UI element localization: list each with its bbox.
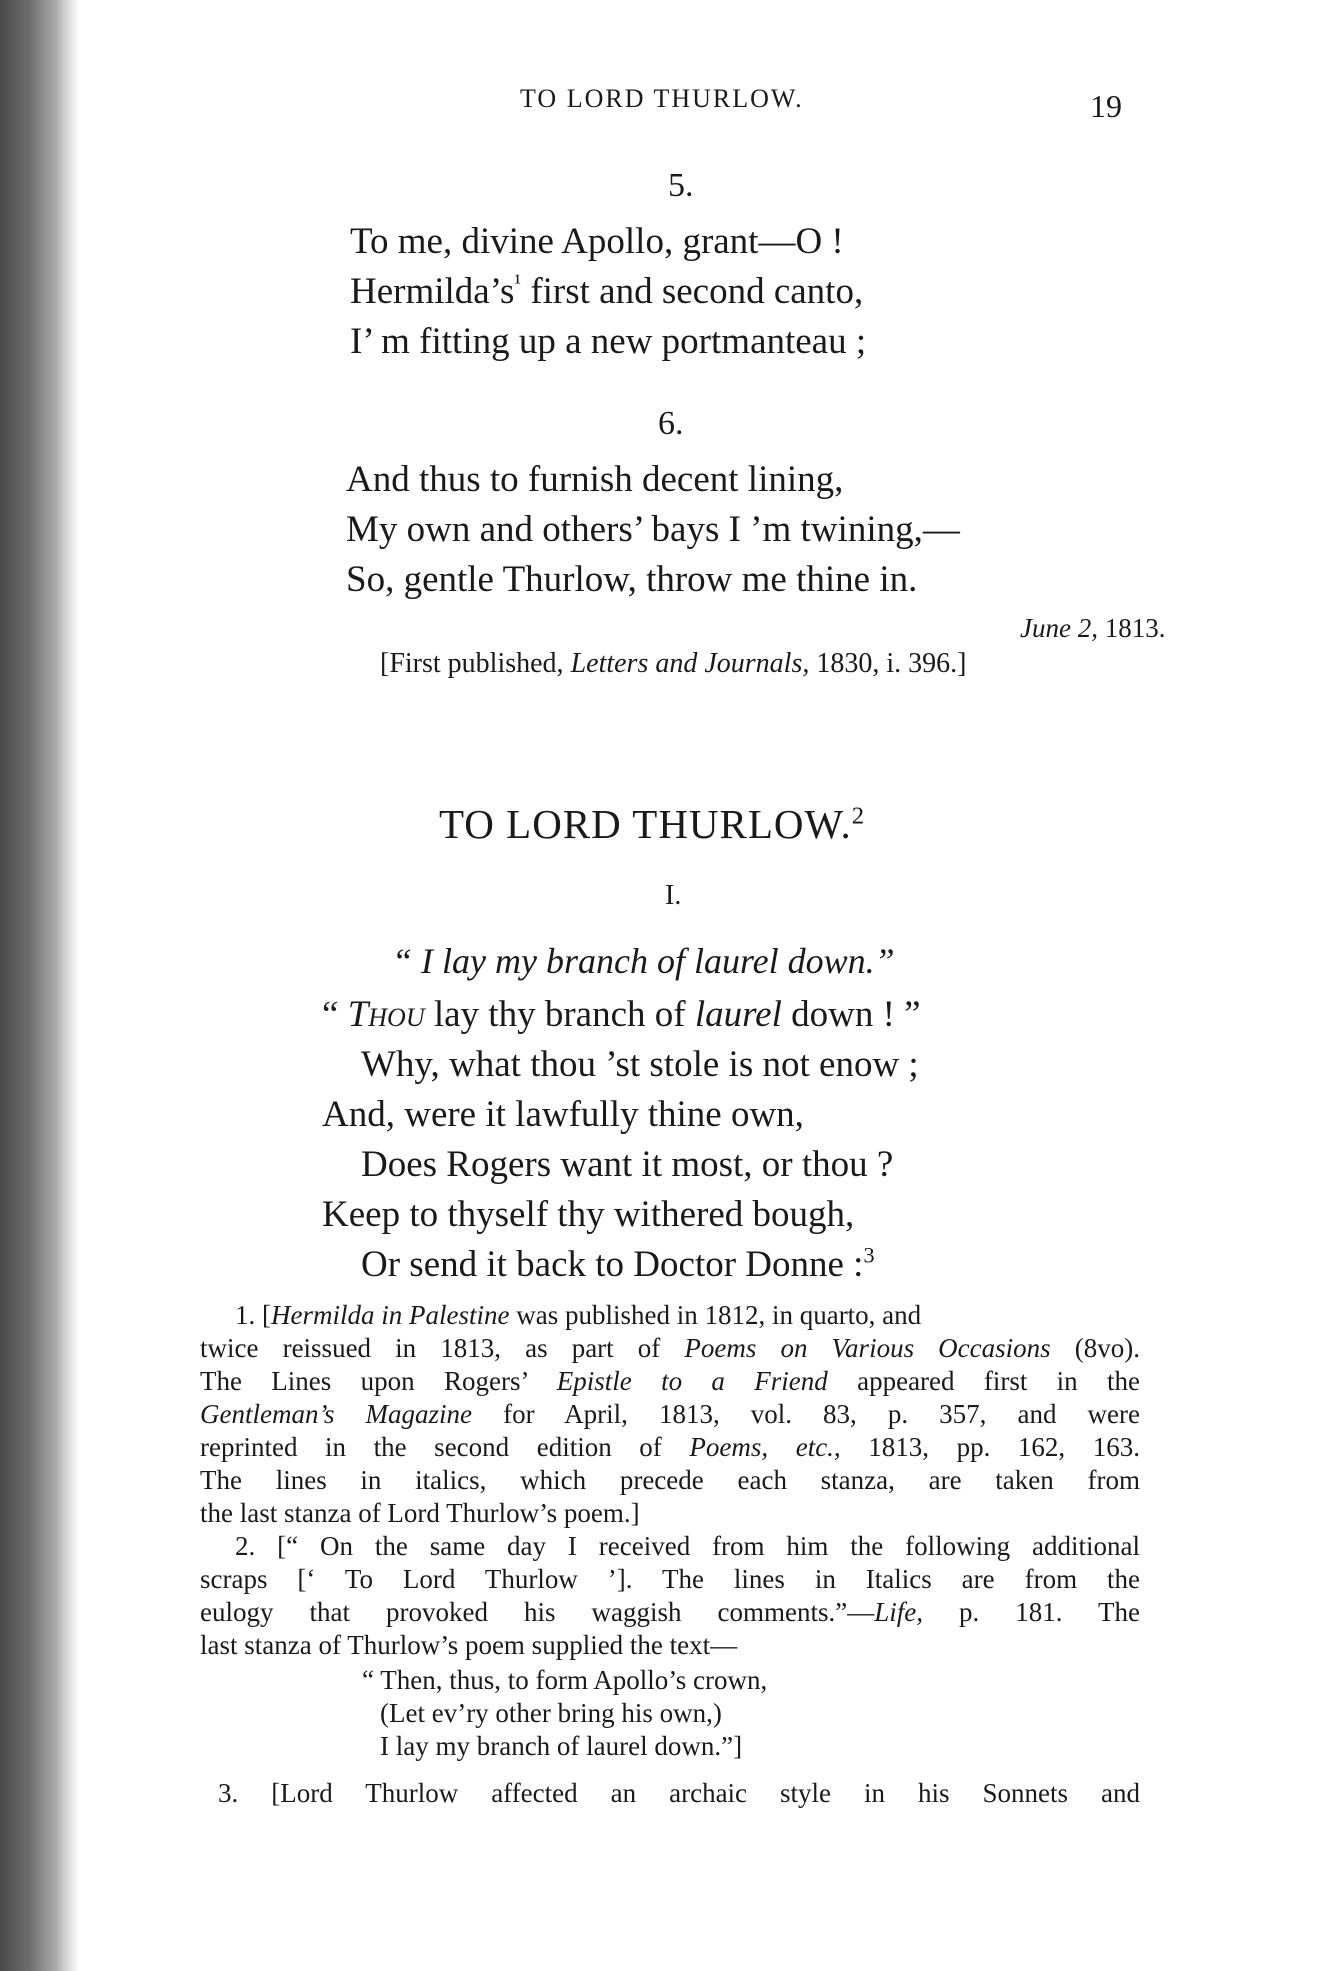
footnote-ref-1: ¹ [514,269,522,295]
verse-line: Does Rogers want it most, or thou ? [361,1144,894,1185]
publication-open: [First published, [380,648,571,679]
verse-line: My own and others’ bays I ’m twining,— [346,509,960,550]
footnote-ref-3: 3 [863,1242,875,1268]
date-year: 1813. [1097,613,1166,643]
publication-rest: 1830, i. 396.] [809,648,967,679]
epigraph: “ I lay my branch of laurel down.” [392,941,895,981]
footnote-italic: Poems on Various Occasions [684,1333,1051,1363]
publication-note [380,648,966,680]
running-title: TO LORD THURLOW. [520,84,804,113]
footnote-ref-2: 2 [851,802,866,830]
verse-line: So, gentle Thurlow, throw me thine in. [346,559,918,600]
footnote-quote-line: I lay my branch of laurel down.”] [380,1731,743,1761]
footnote-1-line [200,1332,1140,1365]
publication-work: Letters and Journals, [570,648,810,679]
verse-text: down ! ” [781,994,921,1035]
footnote-1-line [200,1431,1140,1464]
footnote-text: eulogy that provoked his waggish comments.”— [200,1597,875,1627]
verse-line: Keep to thyself thy withered bough, [322,1194,855,1235]
footnote-1-line [235,1299,921,1332]
verse-line: To me, divine Apollo, grant—O ! [350,221,844,262]
footnote-2-line [200,1596,1140,1629]
verse-line [361,1240,875,1290]
verse-line: I’ m fitting up a new portmanteau ; [350,321,867,362]
footnote-marker: 1. [ [235,1300,271,1330]
footnote-italic: Life, [874,1597,923,1627]
verse-laurel: laurel [694,994,782,1035]
footnote-1-line: The lines in italics, which precede each stanza, are taken from [200,1465,1140,1495]
stanza-number-1: I. [665,880,682,911]
poem-date [1020,613,1165,644]
footnote-text: for April, 1813, vol. 83, p. 357, and were [472,1399,1140,1429]
verse-line: And thus to furnish decent lining, [346,459,844,500]
verse-text: Hermilda’s [350,271,515,312]
stanza-number-5: 5. [668,167,694,204]
footnote-text: The Lines upon Rogers’ [200,1366,557,1396]
footnote-2-line: 2. [“ On the same day I received from him the following additional [235,1531,1140,1561]
verse-thou: Thou [347,994,425,1035]
poem-title-text: TO LORD THURLOW. [439,801,852,847]
footnote-1-line: the last stanza of Lord Thurlow’s poem.] [200,1498,640,1528]
footnote-2-line: scraps [‘ To Lord Thurlow ’]. The lines in Italics are from the [200,1564,1140,1594]
footnote-text: was published in 1812, in quarto, and [509,1300,922,1330]
footnote-quote-line: “ Then, thus, to form Apollo’s crown, [362,1665,768,1695]
stanza-number-6: 6. [658,405,684,442]
footnote-italic: Poems, etc., [689,1432,841,1462]
footnote-text: appeared first in the [827,1366,1141,1396]
verse-text: “ [322,994,348,1035]
footnote-italic: Hermilda in Palestine [271,1300,510,1330]
footnote-3-line: 3. [Lord Thurlow affected an archaic style in his Sonnets and [218,1778,1140,1808]
verse-line [322,990,921,1040]
footnote-italic: Gentleman’s Magazine [200,1399,473,1429]
footnote-2-line: last stanza of Thurlow’s poem supplied the text— [200,1630,738,1660]
page-number: 19 [1090,88,1122,124]
verse-text: Or send it back to Doctor Donne : [361,1244,864,1285]
verse-line: And, were it lawfully thine own, [322,1094,804,1135]
verse-text: lay thy branch of [424,994,695,1035]
footnote-text: (8vo). [1050,1333,1141,1363]
footnote-quote-line: (Let ev’ry other bring his own,) [380,1698,722,1728]
date-month-day: June 2, [1020,613,1098,643]
verse-line [350,267,863,317]
footnote-text: twice reissued in 1813, as part of [200,1333,685,1363]
footnote-italic: Epistle to a Friend [556,1366,828,1396]
verse-line: Why, what thou ’st stole is not enow ; [361,1044,919,1085]
footnote-text: reprinted in the second edition of [200,1432,690,1462]
footnote-text: 1813, pp. 162, 163. [840,1432,1141,1462]
footnote-text: p. 181. The [922,1597,1140,1627]
poem-title [439,800,865,848]
footnote-1-line [200,1398,1140,1431]
verse-text: first and second canto, [521,271,864,312]
footnote-1-line [200,1365,1140,1398]
